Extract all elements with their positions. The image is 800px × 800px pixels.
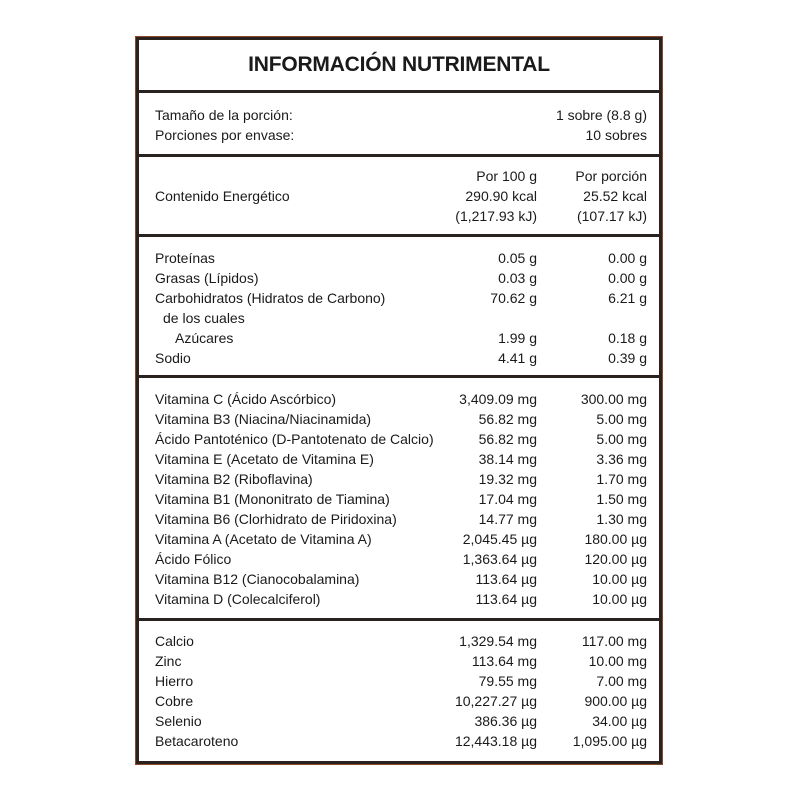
nutrient-per-100g: 386.36 µg <box>474 713 537 729</box>
divider-serving <box>139 154 659 157</box>
nutrient-per-100g: 0.03 g <box>498 270 537 286</box>
nutrient-name: Selenio <box>155 713 202 729</box>
serving-size-label: Tamaño de la porción: <box>155 107 293 123</box>
nutrient-name: Vitamina B12 (Cianocobalamina) <box>155 571 360 587</box>
nutrient-per-portion: 300.00 mg <box>580 391 647 407</box>
divider-title <box>139 90 659 93</box>
nutrient-name: Zinc <box>155 653 182 669</box>
nutrient-per-100g: 10,227.27 µg <box>454 693 537 709</box>
nutrient-name: Ácido Pantoténico (D-Pantotenato de Calcio) <box>155 431 434 447</box>
nutrient-per-100g: 12,443.18 µg <box>454 733 537 749</box>
nutrient-name: Vitamina C (Ácido Ascórbico) <box>155 391 337 407</box>
energy-kj-portion: (107.17 kJ) <box>576 208 647 224</box>
nutrient-name: Proteínas <box>155 250 215 266</box>
energy-label: Contenido Energético <box>155 188 290 204</box>
nutrient-per-100g: 1,329.54 mg <box>459 633 537 649</box>
nutrient-per-100g: 0.05 g <box>498 250 537 266</box>
servings-per-container-label: Porciones por envase: <box>155 127 295 143</box>
nutrient-per-portion: 6.21 g <box>608 290 647 306</box>
nutrient-per-100g: 113.64 mg <box>471 653 537 669</box>
nutrient-name: Vitamina B2 (Riboflavina) <box>155 471 313 487</box>
nutrient-per-portion: 34.00 µg <box>592 713 647 729</box>
nutrient-per-portion: 117.00 mg <box>581 633 647 649</box>
nutrient-per-100g: 17.04 mg <box>478 491 537 507</box>
nutrient-name: Sodio <box>155 350 191 366</box>
nutrient-per-portion: 180.00 µg <box>584 531 647 547</box>
nutrient-per-100g: 14.77 mg <box>478 511 537 527</box>
nutrient-per-portion: 1.70 mg <box>596 471 647 487</box>
column-header-per-100g: Por 100 g <box>476 168 537 184</box>
nutrient-name: Ácido Fólico <box>155 551 232 567</box>
nutrient-name: Calcio <box>155 633 194 649</box>
nutrient-per-portion: 120.00 µg <box>584 551 647 567</box>
nutrient-per-portion: 1.30 mg <box>596 511 647 527</box>
nutrient-per-portion: 0.00 g <box>608 270 647 286</box>
nutrient-per-portion: 10.00 mg <box>588 653 647 669</box>
nutrient-per-portion: 0.00 g <box>608 250 647 266</box>
nutrient-per-100g: 70.62 g <box>490 290 537 306</box>
nutrient-per-portion: 7.00 mg <box>596 673 647 689</box>
servings-per-container-value: 10 sobres <box>585 127 647 143</box>
divider-vitamins <box>139 618 659 621</box>
nutrient-per-portion: 0.18 g <box>608 330 647 346</box>
nutrient-name: Carbohidratos (Hidratos de Carbono) <box>155 290 386 306</box>
nutrient-name: Vitamina A (Acetato de Vitamina A) <box>155 531 372 547</box>
nutrient-per-portion: 0.39 g <box>608 350 647 366</box>
nutrient-per-100g: 1.99 g <box>498 330 537 346</box>
serving-size-value: 1 sobre (8.8 g) <box>555 107 647 123</box>
nutrient-name: Vitamina E (Acetato de Vitamina E) <box>155 451 374 467</box>
nutrient-per-100g: 79.55 mg <box>478 673 537 689</box>
nutrient-per-portion: 3.36 mg <box>596 451 647 467</box>
nutrient-per-100g: 4.41 g <box>498 350 537 366</box>
nutrient-per-100g: 56.82 mg <box>478 431 537 447</box>
nutrient-subheading: de los cuales <box>163 310 245 326</box>
nutrient-per-portion: 1,095.00 µg <box>572 733 647 749</box>
nutrient-per-100g: 113.64 µg <box>475 571 537 587</box>
nutrient-name: Grasas (Lípidos) <box>155 270 259 286</box>
divider-energy <box>139 234 659 237</box>
nutrient-per-100g: 2,045.45 µg <box>462 531 537 547</box>
nutrient-name: Cobre <box>155 693 194 709</box>
nutrient-per-100g: 38.14 mg <box>478 451 537 467</box>
panel-title: INFORMACIÓN NUTRIMENTAL <box>248 53 550 76</box>
nutrition-facts-panel <box>136 37 662 764</box>
divider-macros <box>139 375 659 378</box>
energy-kj-100g: (1,217.93 kJ) <box>455 208 537 224</box>
nutrient-per-100g: 113.64 µg <box>475 591 537 607</box>
energy-kcal-100g: 290.90 kcal <box>465 188 537 204</box>
nutrient-name: Hierro <box>155 673 194 689</box>
nutrient-name: Vitamina D (Colecalciferol) <box>155 591 321 607</box>
nutrient-name: Vitamina B6 (Clorhidrato de Piridoxina) <box>155 511 397 527</box>
nutrient-per-portion: 10.00 µg <box>592 591 647 607</box>
nutrient-name: Azúcares <box>175 330 234 346</box>
nutrient-name: Betacaroteno <box>155 733 239 749</box>
nutrient-per-portion: 1.50 mg <box>596 491 647 507</box>
nutrient-per-portion: 5.00 mg <box>596 411 647 427</box>
nutrient-per-100g: 56.82 mg <box>478 411 537 427</box>
nutrient-name: Vitamina B3 (Niacina/Niacinamida) <box>155 411 372 427</box>
energy-kcal-portion: 25.52 kcal <box>583 188 647 204</box>
nutrient-per-100g: 19.32 mg <box>478 471 537 487</box>
nutrient-per-portion: 5.00 mg <box>596 431 647 447</box>
nutrient-per-portion: 900.00 µg <box>584 693 647 709</box>
nutrient-per-100g: 3,409.09 mg <box>459 391 537 407</box>
nutrient-per-100g: 1,363.64 µg <box>462 551 537 567</box>
nutrient-name: Vitamina B1 (Mononitrato de Tiamina) <box>155 491 390 507</box>
column-header-per-portion: Por porción <box>575 168 647 184</box>
nutrient-per-portion: 10.00 µg <box>592 571 647 587</box>
